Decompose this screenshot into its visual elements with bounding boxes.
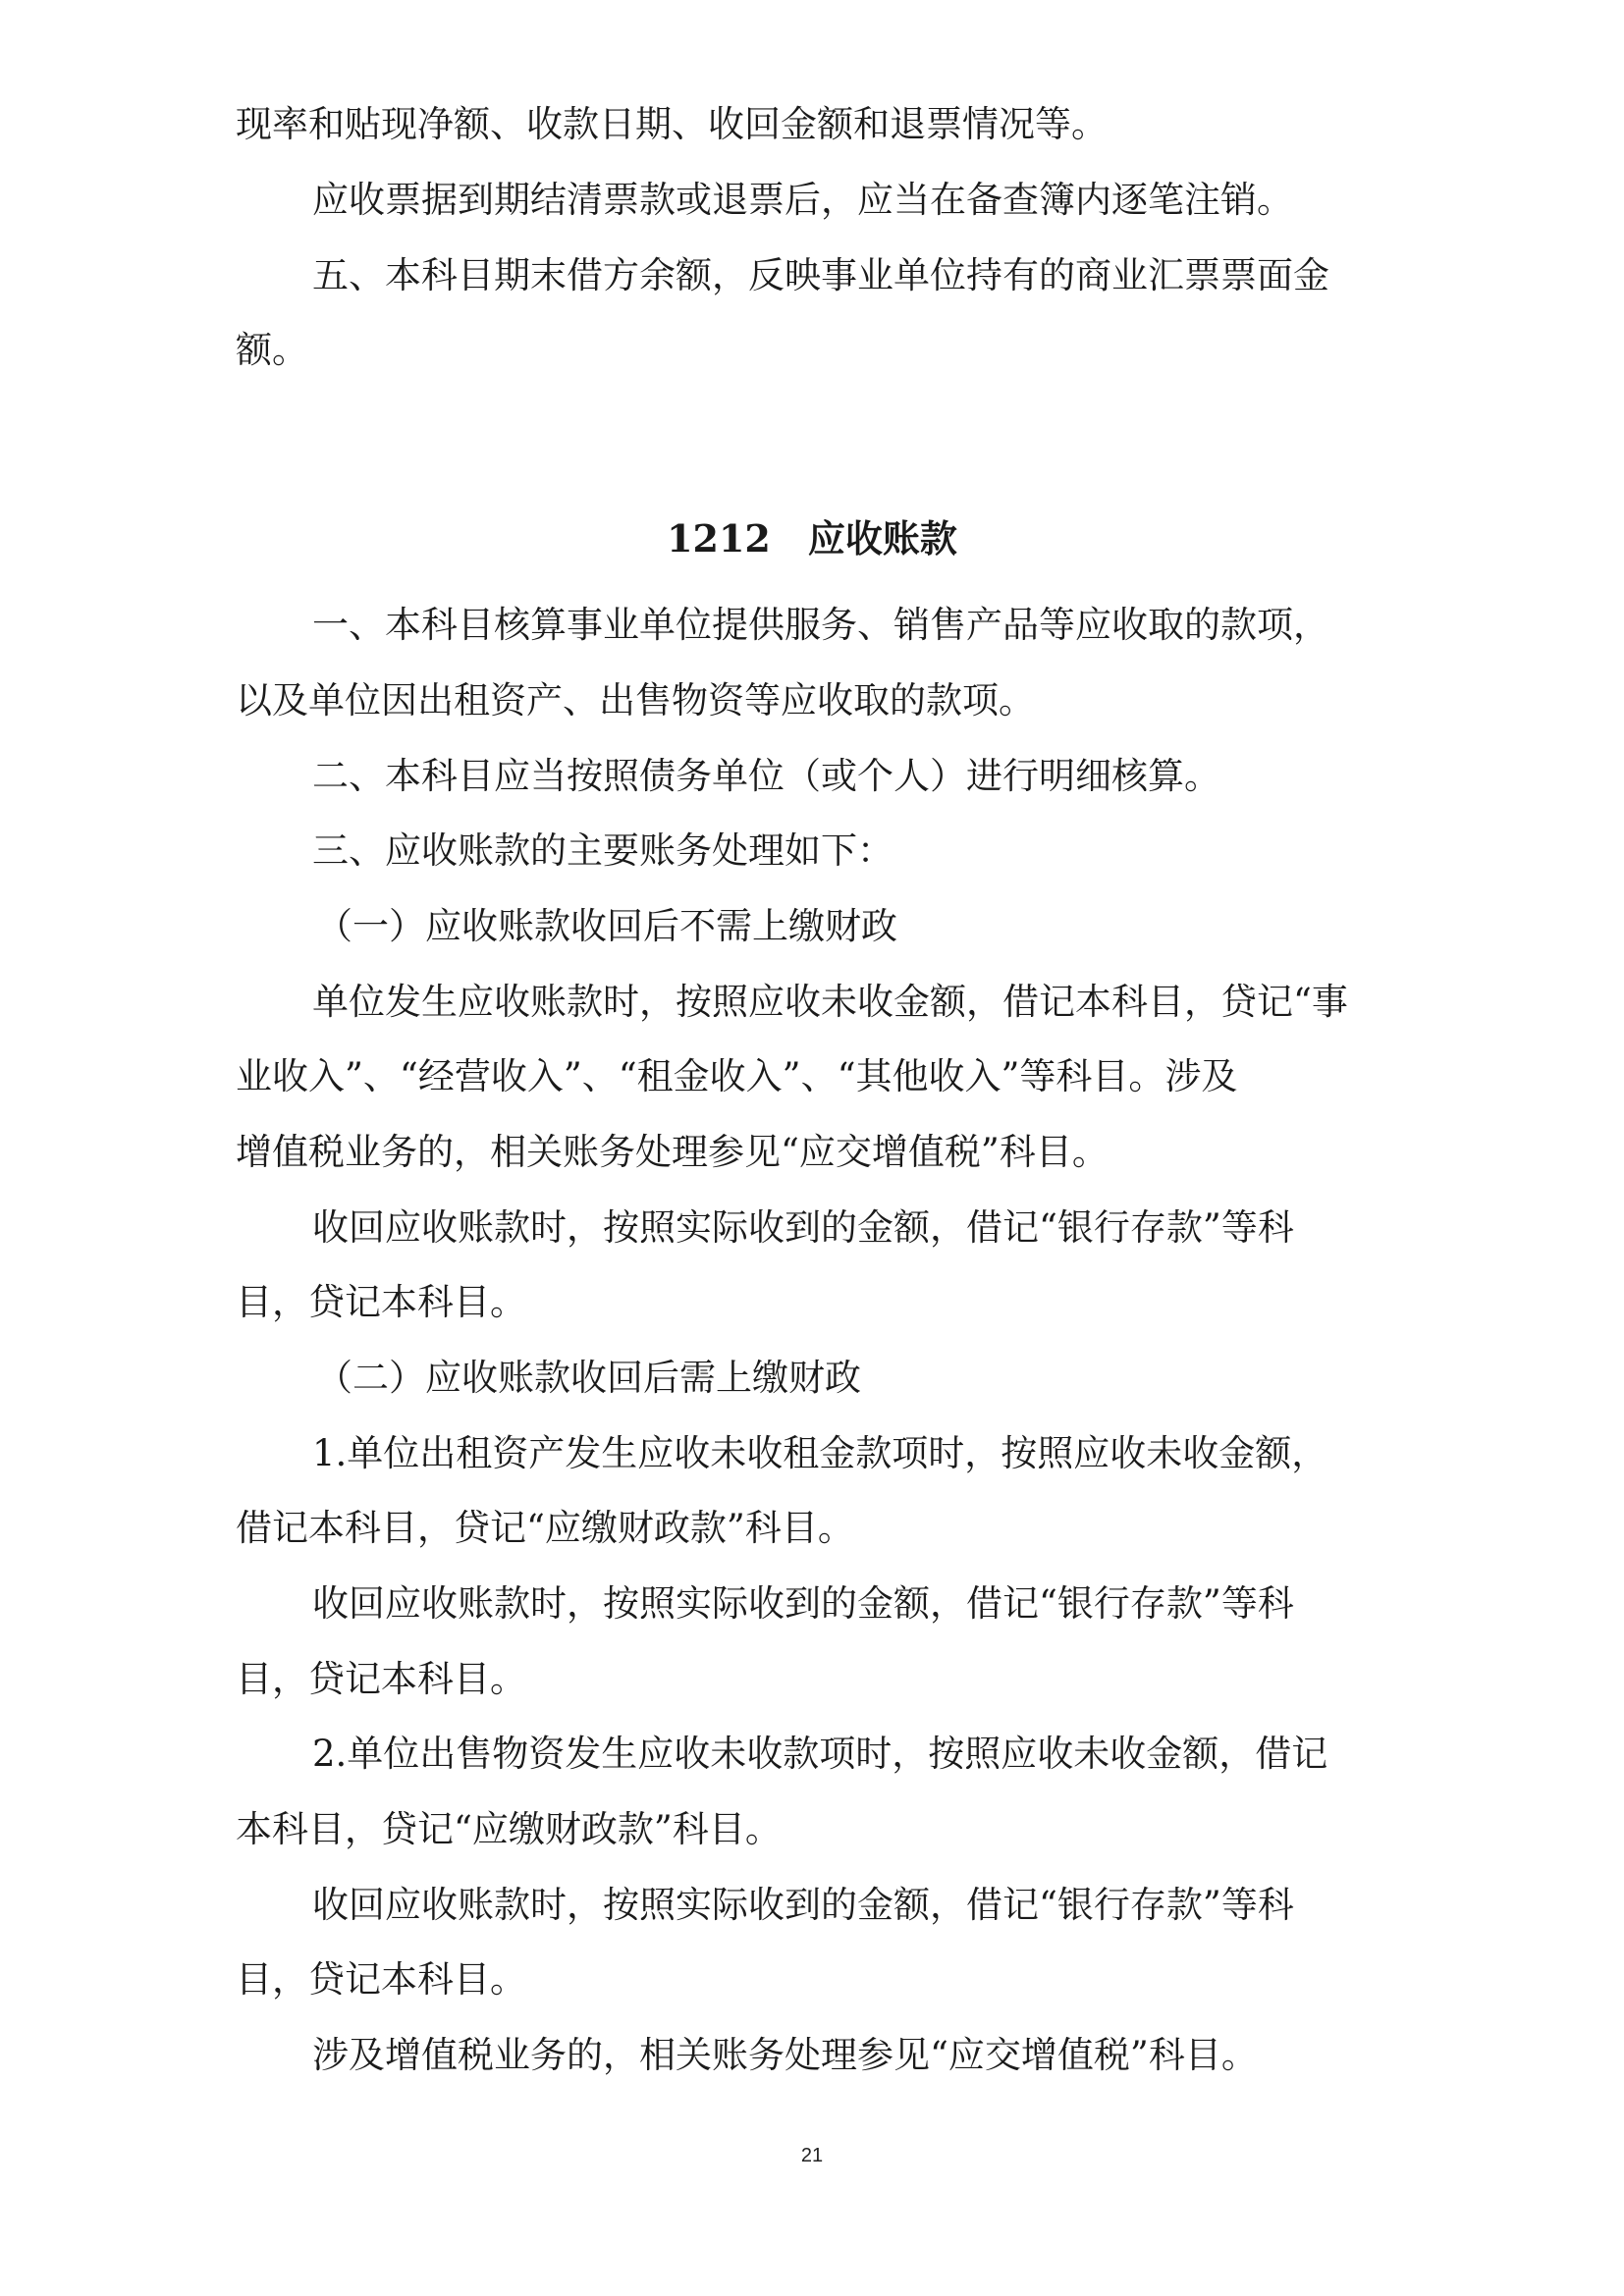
- paragraph-line: 三、应收账款的主要账务处理如下：: [312, 829, 893, 872]
- paragraph-line: 单位发生应收账款时，按照应收未收金额，借记本科目，贷记“事: [312, 981, 1348, 1023]
- paragraph-line: 涉及增值税业务的，相关账务处理参见“应交增值税”科目。: [312, 2034, 1258, 2076]
- paragraph-line: 一、本科目核算事业单位提供服务、销售产品等应收取的款项，: [312, 604, 1329, 646]
- paragraph-line: 应收票据到期结清票款或退票后，应当在备查簿内逐笔注销。: [312, 179, 1293, 221]
- paragraph-line: 收回应收账款时，按照实际收到的金额，借记“银行存款”等科: [312, 1884, 1294, 1926]
- subsection-heading: （二）应收账款收回后需上缴财政: [316, 1357, 861, 1399]
- paragraph-line: 目，贷记本科目。: [236, 1658, 526, 1700]
- paragraph-line: 2.单位出售物资发生应收未收款项时，按照应收未收金额，借记: [312, 1733, 1328, 1775]
- paragraph-line: 目，贷记本科目。: [236, 1281, 526, 1323]
- paragraph-line: 现率和贴现净额、收款日期、收回金额和退票情况等。: [236, 103, 1108, 145]
- paragraph-line: 以及单位因出租资产、出售物资等应收取的款项。: [236, 679, 1035, 721]
- subsection-heading: （一）应收账款收回后不需上缴财政: [316, 905, 897, 947]
- paragraph-line: 本科目，贷记“应缴财政款”科目。: [236, 1808, 782, 1850]
- paragraph-line: 五、本科目期末借方余额，反映事业单位持有的商业汇票票面金: [312, 254, 1329, 296]
- paragraph-line: 额。: [236, 329, 308, 371]
- paragraph-line: 1.单位出租资产发生应收未收租金款项时，按照应收未收金额，: [312, 1432, 1328, 1474]
- section-title: [0, 516, 1624, 561]
- paragraph-line: 增值税业务的，相关账务处理参见“应交增值税”科目。: [236, 1131, 1109, 1173]
- section-name: 应收账款: [807, 516, 957, 561]
- paragraph-line: 收回应收账款时，按照实际收到的金额，借记“银行存款”等科: [312, 1206, 1294, 1249]
- section-code: 1212: [667, 516, 771, 561]
- paragraph-line: 二、本科目应当按照债务单位（或个人）进行明细核算。: [312, 755, 1220, 797]
- paragraph-line: 借记本科目，贷记“应缴财政款”科目。: [236, 1507, 854, 1549]
- page-number: 21: [800, 2145, 824, 2166]
- paragraph-line: 目，贷记本科目。: [236, 1958, 526, 2001]
- paragraph-line: 业收入”、“经营收入”、“租金收入”、“其他收入”等科目。涉及: [236, 1055, 1238, 1097]
- paragraph-line: 收回应收账款时，按照实际收到的金额，借记“银行存款”等科: [312, 1582, 1294, 1625]
